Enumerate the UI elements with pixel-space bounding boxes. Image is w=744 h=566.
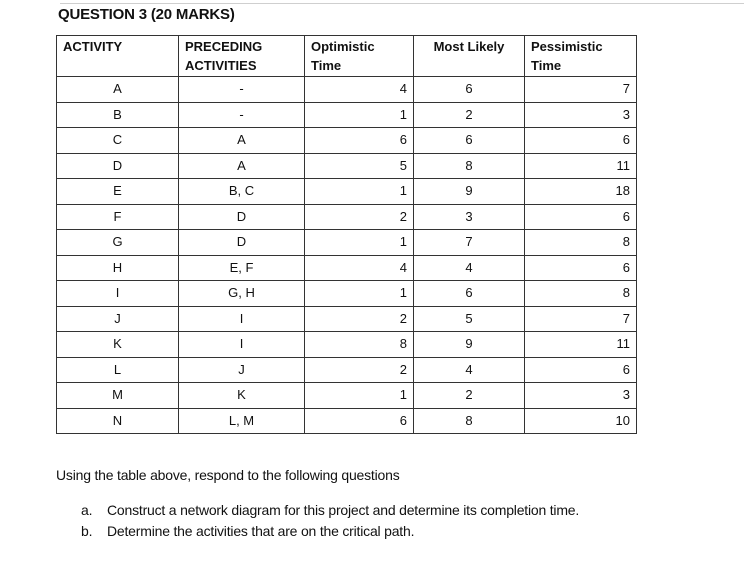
activity-table bbox=[56, 35, 637, 434]
cell-activity: L bbox=[57, 357, 179, 383]
table-row bbox=[57, 255, 637, 281]
cell-activity: G bbox=[57, 230, 179, 256]
cell-optimistic: 1 bbox=[305, 383, 414, 409]
cell-activity: J bbox=[57, 306, 179, 332]
cell-preceding: E, F bbox=[179, 255, 305, 281]
cell-preceding: B, C bbox=[179, 179, 305, 205]
cell-preceding: A bbox=[179, 128, 305, 154]
cell-most-likely: 7 bbox=[414, 230, 525, 256]
cell-preceding: I bbox=[179, 332, 305, 358]
table-row bbox=[57, 408, 637, 434]
cell-most-likely: 9 bbox=[414, 179, 525, 205]
cell-pessimistic: 8 bbox=[525, 230, 637, 256]
question-item bbox=[81, 521, 579, 542]
cell-optimistic: 1 bbox=[305, 179, 414, 205]
table-row bbox=[57, 128, 637, 154]
table-row bbox=[57, 230, 637, 256]
header-pessimistic: Pessimistic Time bbox=[525, 36, 637, 77]
table-row bbox=[57, 306, 637, 332]
cell-preceding: A bbox=[179, 153, 305, 179]
cell-optimistic: 6 bbox=[305, 408, 414, 434]
table-row bbox=[57, 204, 637, 230]
cell-most-likely: 2 bbox=[414, 102, 525, 128]
header-most-likely: Most Likely bbox=[414, 36, 525, 77]
cell-pessimistic: 3 bbox=[525, 102, 637, 128]
cell-most-likely: 2 bbox=[414, 383, 525, 409]
cell-preceding: L, M bbox=[179, 408, 305, 434]
cell-activity: A bbox=[57, 77, 179, 103]
cell-activity: H bbox=[57, 255, 179, 281]
cell-pessimistic: 6 bbox=[525, 204, 637, 230]
question-item bbox=[81, 500, 579, 521]
cell-pessimistic: 3 bbox=[525, 383, 637, 409]
table-row bbox=[57, 102, 637, 128]
cell-most-likely: 6 bbox=[414, 128, 525, 154]
cell-optimistic: 2 bbox=[305, 204, 414, 230]
cell-optimistic: 4 bbox=[305, 77, 414, 103]
cell-pessimistic: 7 bbox=[525, 306, 637, 332]
cell-activity: E bbox=[57, 179, 179, 205]
cell-pessimistic: 8 bbox=[525, 281, 637, 307]
table-row bbox=[57, 357, 637, 383]
cell-activity: B bbox=[57, 102, 179, 128]
cell-preceding: G, H bbox=[179, 281, 305, 307]
cell-optimistic: 1 bbox=[305, 102, 414, 128]
top-divider bbox=[60, 3, 744, 4]
cell-most-likely: 8 bbox=[414, 408, 525, 434]
table-row bbox=[57, 179, 637, 205]
question-text: Determine the activities that are on the critical path. bbox=[107, 523, 415, 539]
cell-pessimistic: 11 bbox=[525, 153, 637, 179]
table-header-row bbox=[57, 36, 637, 77]
header-optimistic: Optimistic Time bbox=[305, 36, 414, 77]
question-title: QUESTION 3 (20 MARKS) bbox=[58, 6, 235, 23]
instructions-text: Using the table above, respond to the following questions bbox=[56, 467, 400, 483]
question-text: Construct a network diagram for this project and determine its completion time. bbox=[107, 502, 580, 518]
cell-optimistic: 4 bbox=[305, 255, 414, 281]
cell-pessimistic: 10 bbox=[525, 408, 637, 434]
table-row bbox=[57, 153, 637, 179]
cell-preceding: I bbox=[179, 306, 305, 332]
table-body bbox=[57, 77, 637, 434]
cell-optimistic: 2 bbox=[305, 357, 414, 383]
cell-preceding: - bbox=[179, 77, 305, 103]
cell-activity: C bbox=[57, 128, 179, 154]
cell-activity: K bbox=[57, 332, 179, 358]
cell-most-likely: 5 bbox=[414, 306, 525, 332]
cell-most-likely: 4 bbox=[414, 357, 525, 383]
table-row bbox=[57, 383, 637, 409]
table-row bbox=[57, 332, 637, 358]
cell-optimistic: 8 bbox=[305, 332, 414, 358]
cell-optimistic: 2 bbox=[305, 306, 414, 332]
cell-preceding: K bbox=[179, 383, 305, 409]
cell-most-likely: 4 bbox=[414, 255, 525, 281]
cell-most-likely: 8 bbox=[414, 153, 525, 179]
question-marker: b. bbox=[81, 523, 93, 539]
cell-optimistic: 1 bbox=[305, 230, 414, 256]
cell-pessimistic: 18 bbox=[525, 179, 637, 205]
cell-optimistic: 1 bbox=[305, 281, 414, 307]
table-row bbox=[57, 77, 637, 103]
cell-optimistic: 5 bbox=[305, 153, 414, 179]
cell-optimistic: 6 bbox=[305, 128, 414, 154]
cell-activity: F bbox=[57, 204, 179, 230]
cell-pessimistic: 6 bbox=[525, 255, 637, 281]
question-list bbox=[81, 500, 579, 542]
cell-most-likely: 9 bbox=[414, 332, 525, 358]
cell-activity: N bbox=[57, 408, 179, 434]
cell-pessimistic: 11 bbox=[525, 332, 637, 358]
cell-activity: I bbox=[57, 281, 179, 307]
cell-preceding: J bbox=[179, 357, 305, 383]
cell-most-likely: 6 bbox=[414, 281, 525, 307]
question-marker: a. bbox=[81, 502, 93, 518]
cell-activity: M bbox=[57, 383, 179, 409]
table-row bbox=[57, 281, 637, 307]
cell-preceding: D bbox=[179, 230, 305, 256]
cell-pessimistic: 6 bbox=[525, 128, 637, 154]
header-preceding: PRECEDING ACTIVITIES bbox=[179, 36, 305, 77]
cell-preceding: - bbox=[179, 102, 305, 128]
header-activity: ACTIVITY bbox=[57, 36, 179, 77]
cell-pessimistic: 7 bbox=[525, 77, 637, 103]
cell-most-likely: 3 bbox=[414, 204, 525, 230]
cell-most-likely: 6 bbox=[414, 77, 525, 103]
cell-pessimistic: 6 bbox=[525, 357, 637, 383]
cell-preceding: D bbox=[179, 204, 305, 230]
cell-activity: D bbox=[57, 153, 179, 179]
